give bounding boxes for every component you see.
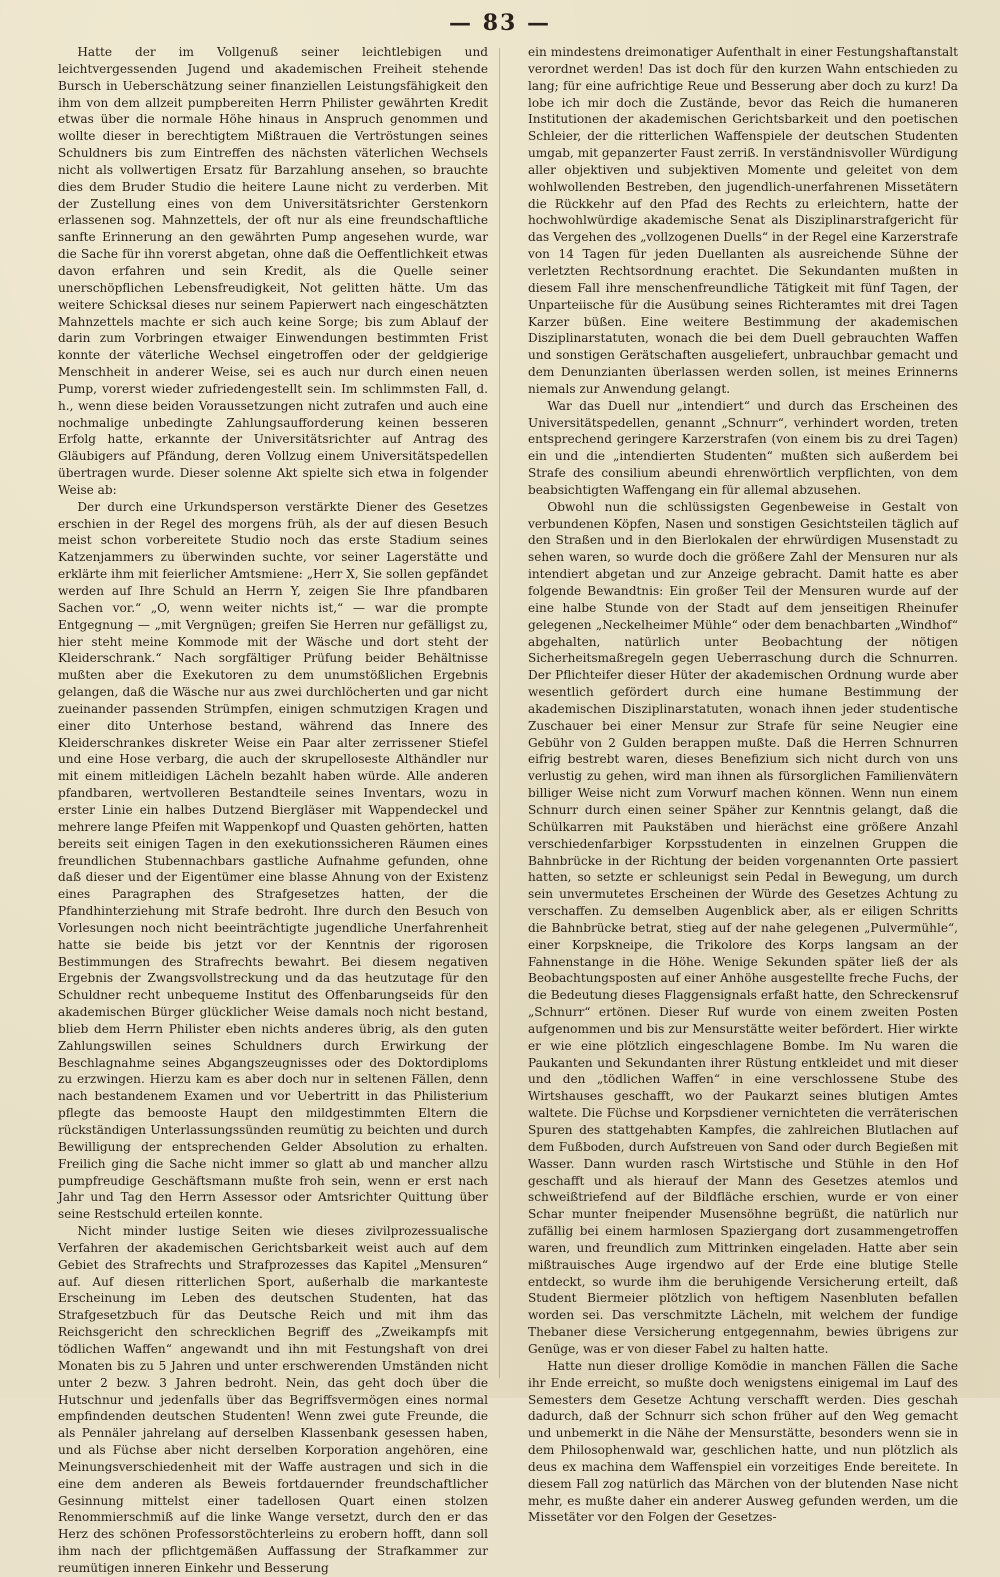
left-column xyxy=(58,44,488,1575)
paragraph: Hatte nun dieser drollige Komödie in manchen Fällen die Sache ihr Ende erreicht, so mußte doch wenigstens einigemal im Lauf des Semesters dem Gesetze Achtung verschafft werden. Dies geschah dadurch, daß der Schnurr sich schon früher auf den Weg gemacht und unbemerkt in die Nähe der Mensurstätte, besonders wenn sie in dem Philosophenwald war, geschlichen hatte, und nun plötzlich als deus ex machina dem Waffenspiel ein vorzeitiges Ende bereitete. In diesem Fall zog natürlich das Märchen von der blutenden Nase nicht mehr, es mußte daher ein anderer Ausweg gefunden werden, um die Missetäter vor den Folgen der Gesetzes- xyxy=(528,1358,958,1525)
right-column xyxy=(528,44,958,1525)
text-columns xyxy=(58,44,958,1575)
paragraph: ein mindestens dreimonatiger Aufenthalt in einer Festungshaftanstalt verordnet werden! Das ist doch für den kurzen Wahn entschieden zu lang; für eine aufrichtige Reue und Besserung aber doch zu kurz! Da lobe ich mir doch die Zustände, bevor das Reich die humaneren Institutionen der akademischen Gerichtsbarkeit und den poetischen Schleier, der die ritterlichen Waffenspiele der deutschen Studenten umgab, mit gepanzerter Faust zerriß. In verständnisvoller Würdigung aller objektiven und subjektiven Momente und geleitet von dem wohlwollenden Bestreben, den jugendlich-unerfahrenen Missetätern die Rückkehr auf den Pfad des Rechts zu erleichtern, hatte der hochwohlwürdige akademische Senat als Disziplinarstrafgericht für das Vergehen des „vollzogenen Duells“ in der Regel eine Karzerstrafe von 14 Tagen für jeden Duellanten als ausreichende Sühne der verletzten Rechtsordnung erachtet. Die Sekundanten mußten in diesem Fall ihre menschenfreundliche Tätigkeit mit fünf Tagen, der Unparteiische für die Ausübung seines Richteramtes mit drei Tagen Karzer büßen. Eine weitere Bestimmung der akademischen Disziplinarstatuten, wonach die bei dem Duell gebrauchten Waffen und sonstigen Gerätschaften ausgeliefert, unbrauchbar gemacht und dem Denunzianten überlassen werden sollen, ist meines Erinnerns niemals zur Anwendung gelangt. xyxy=(528,45,958,396)
paragraph: Der durch eine Urkundsperson verstärkte Diener des Gesetzes erschien in der Regel des morgens früh, als der auf diesen Besuch meist schon vorbereitete Studio noch das erste Stadium seines Katzenjammers zu überwinden suchte, vor seiner Lagerstätte und erklärte ihm mit feierlicher Amtsmiene: „Herr X, Sie sollen gepfändet werden auf Ihre Schuld an Herrn Y, zeigen Sie Ihre pfandbaren Sachen vor.“ „O, wenn weiter nichts ist,“ — war die prompte Entgegnung — „mit Vergnügen; greifen Sie Herren nur gefälligst zu, hier steht meine Kommode mit der Wäsche und dort steht der Kleiderschrank.“ Nach sorgfältiger Prüfung beider Behältnisse mußten aber die Exekutoren zu dem unumstößlichen Ergebnis gelangen, daß die Wäsche nur aus zwei durchlöcherten und gar nicht zueinander passenden Strümpfen, einigen schmutzigen Kragen und einer dito Unterhose bestand, während das Innere des Kleiderschrankes diskreter Weise ein Paar alter zerrissener Stiefel und eine Hose verbarg, die auch der skrupelloseste Althändler nur mit einem mitleidigen Lächeln bezahlt haben würde. Alle anderen pfandbaren, wertvolleren Bestandteile seines Inventars, wozu in erster Linie ein halbes Dutzend Biergläser mit Wappendeckel und mehrere lange Pfeifen mit Wappenkopf und Quasten gehörten, hatten bereits seit einigen Tagen in den exekutionssicheren Räumen eines freundlichen Stubennachbars gastliche Aufnahme gefunden, ohne daß dieser und der Eigentümer eine blasse Ahnung von der Existenz eines Paragraphen des Strafgesetzes hatten, der die Pfandhinterziehung mit Strafe bedroht. Ihre durch den Besuch von Vorlesungen noch nicht beeinträchtigte jugendliche Unerfahrenheit hatte sie beide bis jetzt vor der Kenntnis der rigorosen Bestimmungen des Strafrechts bewahrt. Bei diesem negativen Ergebnis der Zwangsvollstreckung und da das heutzutage für den Schuldner recht unbequeme Institut des Offenbarungseids für den akademischen Bürger glücklicher Weise damals noch nicht bestand, blieb dem Herrn Philister eben nichts anderes übrig, als den guten Zahlungswillen seines Schuldners durch Erwirkung der Beschlagnahme seines Abgangszeugnisses oder des Doktordiploms zu erzwingen. Hierzu kam es aber doch nur in seltenen Fällen, denn nach bestandenem Examen und vor Uebertritt in das Philisterium pflegte das bemooste Haupt den mildgestimmten Eltern die rückständigen Unterlassungssünden reumütig zu beichten und durch Bewilligung der entsprechenden Gelder Absolution zu erhalten. Freilich ging die Sache nicht immer so glatt ab und mancher allzu pumpfreudige Geschäftsmann mußte froh sein, wenn er erst nach Jahr und Tag den Herrn Assessor oder Amtsrichter Quittung über seine Restschuld erteilen konnte. xyxy=(58,499,488,1222)
paragraph: Obwohl nun die schlüssigsten Gegenbeweise in Gestalt von verbundenen Köpfen, Nasen und sonstigen Gesichtsteilen täglich auf den Straßen und in den Bierlokalen der ehrwürdigen Musenstadt zu sehen waren, so wurde doch die größere Zahl der Mensuren nur als intendiert abgetan und zur Anzeige gebracht. Damit hatte es aber folgende Bewandtnis: Ein großer Teil der Mensuren wurde auf der eine halbe Stunde von der Stadt auf dem jenseitigen Rheinufer gelegenen „Neckelheimer Mühle“ oder dem benachbarten „Windhof“ abgehalten, natürlich unter Beobachtung der nötigen Sicherheitsmaßregeln gegen Ueberraschung durch die Schnurren. Der Pflichteifer dieser Hüter der akademischen Ordnung wurde aber wesentlich gefördert durch eine humane Bestimmung der akademischen Disziplinarstatuten, wonach ihnen jeder studentische Zuschauer bei einer Mensur zur Strafe für seine Neugier eine Gebühr von 2 Gulden berappen mußte. Daß die Herren Schnurren eifrig bestrebt waren, dieses Benefizium sich nicht durch von uns verlustig zu gehen, wird man ihnen als fürsorglichen Familienvätern billiger Weise nicht zum Vorwurf machen können. Wenn nun einem Schnurr durch einen seiner Späher zur Kenntnis gelangt, daß die Schülkarren mit Paukstäben und hierächst eine größere Anzahl verschiedenfarbiger Korpsstudenten in einzelnen Gruppen die Bahnbrücke in der Richtung der beiden vorgenannten Orte passiert hatten, so setzte er schleunigst sein Pedal in Bewegung, um durch sein unvermutetes Erscheinen der Würde des Gesetzes Achtung zu verschaffen. Zu demselben Augenblick aber, als er eiligen Schritts die Bahnbrücke betrat, stieg auf der nahe gelegenen „Pulvermühle“, einer Korpskneipe, die Trikolore des Korps langsam an der Fahnenstange in die Höhe. Wenige Sekunden später ließ der als Beobachtungsposten auf einer Anhöhe ausgestellte freche Fuchs, der die Bedeutung dieses Flaggensignals erfaßt hatte, den Schreckensruf „Schnurr“ ertönen. Dieser Ruf wurde von einem zweiten Posten aufgenommen und bis zur Mensurstätte weiter befördert. Hier wirkte er wie eine plötzlich eingeschlagene Bombe. Im Nu waren die Paukanten und Sekundanten ihrer Rüstung entkleidet und mit dieser und den „tödlichen Waffen“ in eine verschlossene Stube des Wirtshauses geschafft, wo der Paukarzt seines blutigen Amtes waltete. Die Füchse und Korpsdiener vernichteten die verräterischen Spuren des stattgehabten Kampfes, die zahlreichen Blutlachen auf dem Fußboden, durch Aufstreuen von Sand oder durch Begießen mit Wasser. Dann wurden rasch Wirtstische und Stühle in den Hof geschafft und als hierauf der Mann des Gesetzes atemlos und schweißtriefend auf der Bildfläche erschien, wurde er von einer Schar munter fneipender Musensöhne begrüßt, die natürlich nur zufällig bei einem harmlosen Spaziergang dort zusammengetroffen waren, und freundlich zum Mittrinken eingeladen. Hatte aber sein mißtrauisches Auge irgendwo auf der Erde eine blutige Stelle entdeckt, so wurde ihm die beruhigende Versicherung erteilt, daß Student Biermeier plötzlich von heftigem Nasenbluten befallen worden sei. Das verschmitzte Lächeln, mit welchem der fundige Thebaner diese Versicherung entgegennahm, bewies übrigens zur Genüge, was er von dieser Fabel zu halten hatte. xyxy=(528,499,958,1356)
paragraph: Nicht minder lustige Seiten wie dieses zivilprozessualische Verfahren der akademischen Gerichtsbarkeit weist auch auf dem Gebiet des Strafrechts und Strafprozesses das Kapitel „Mensuren“ auf. Auf diesen ritterlichen Sport, außerhalb die markanteste Erscheinung im Leben des deutschen Studenten, hat das Strafgesetzbuch für das Deutsche Reich und mit ihm das Reichsgericht den schrecklichen Begriff des „Zweikampfs mit tödlichen Waffen“ angewandt und ihn mit Festungshaft von drei Monaten bis zu 5 Jahren und unter erschwerenden Umständen nicht unter 2 bezw. 3 Jahren bedroht. Nein, das geht doch über die Hutschnur und jedenfalls über das Begriffsvermögen eines normal empfindenden deutschen Studenten! Wenn zwei gute Freunde, die als Pennäler jahrelang auf derselben Klassenbank gesessen haben, und als Füchse aber nicht derselben Korporation angehören, eine Meinungsverschiedenheit mit der Waffe austragen und sich in die eine dem anderen als Beweis fortdauernder freundschaftlicher Gesinnung mittelst einer tadellosen Quart einen stolzen Renommierschmiß auf die linke Wange versetzt, durch den er das Herz des schönen Professorstöchterleins zu erobern hofft, dann soll ihm nach der pflichtgemäßen Auffassung der Strafkammer zur reumütigen inneren Einkehr und Besserung xyxy=(58,1224,488,1575)
paragraph: Hatte der im Vollgenuß seiner leichtlebigen und leichtvergessenden Jugend und akademischen Freiheit stehende Bursch in Ueberschätzung seiner finanziellen Leistungsfähigkeit den ihm von dem allzeit pumpbereiten Herrn Philister gewährten Kredit etwas über die normale Höhe hinaus in Anspruch genommen und wollte dieser in berechtigtem Mißtrauen die Vertröstungen seines Schuldners bis zum Eintreffen des nächsten väterlichen Wechsels nicht als vollwertigen Ersatz für Barzahlung ansehen, so brauchte dies dem Bruder Studio die heitere Laune nicht zu verderben. Mit der Zustellung eines von dem Universitätsrichter Gerstenkorn erlassenen sog. Mahnzettels, der oft nur als eine freundschaftliche sanfte Erinnerung an den gewährten Pump angesehen wurde, war die Sache für ihn vorerst abgetan, ohne daß die Oeffentlichkeit etwas davon erfahren und sein Kredit, als die Quelle seiner unerschöpflichen Lebensfreudigkeit, Not gelitten hätte. Um das weitere Schicksal dieses nur seinem Papierwert nach eingeschätzten Mahnzettels machte er sich auch keine Sorge; bis zum Ablauf der darin zum Vorbringen etwaiger Einwendungen bestimmten Frist konnte der väterliche Wechsel eingetroffen oder der geldgierige Menschheit in anderer Weise, sei es auch nur durch einen neuen Pump, vorerst wieder zufriedengestellt sein. Im schlimmsten Fall, d. h., wenn diese beiden Voraussetzungen nicht zutrafen und auch eine nochmalige unbedingte Zahlungsaufforderung keinen besseren Erfolg hatte, erkannte der Universitätsrichter auf Antrag des Gläubigers auf Pfändung, deren Vollzug einem Universitätspedellen übertragen wurde. Dieser solenne Akt spielte sich etwa in folgender Weise ab: xyxy=(58,45,488,497)
page-number: — 83 — xyxy=(449,10,551,36)
paragraph: War das Duell nur „intendiert“ und durch das Erscheinen des Universitätspedellen, genannt „Schnurr“, verhindert worden, treten entsprechend geringere Karzerstrafen (von einem bis zu drei Tagen) ein und die „intendierten Studenten“ mußten sich außerdem bei Strafe des consilium abeundi ehrenwörtlich verpflichten, von dem beabsichtigten Waffengang ein für allemal abzusehen. xyxy=(528,398,958,497)
